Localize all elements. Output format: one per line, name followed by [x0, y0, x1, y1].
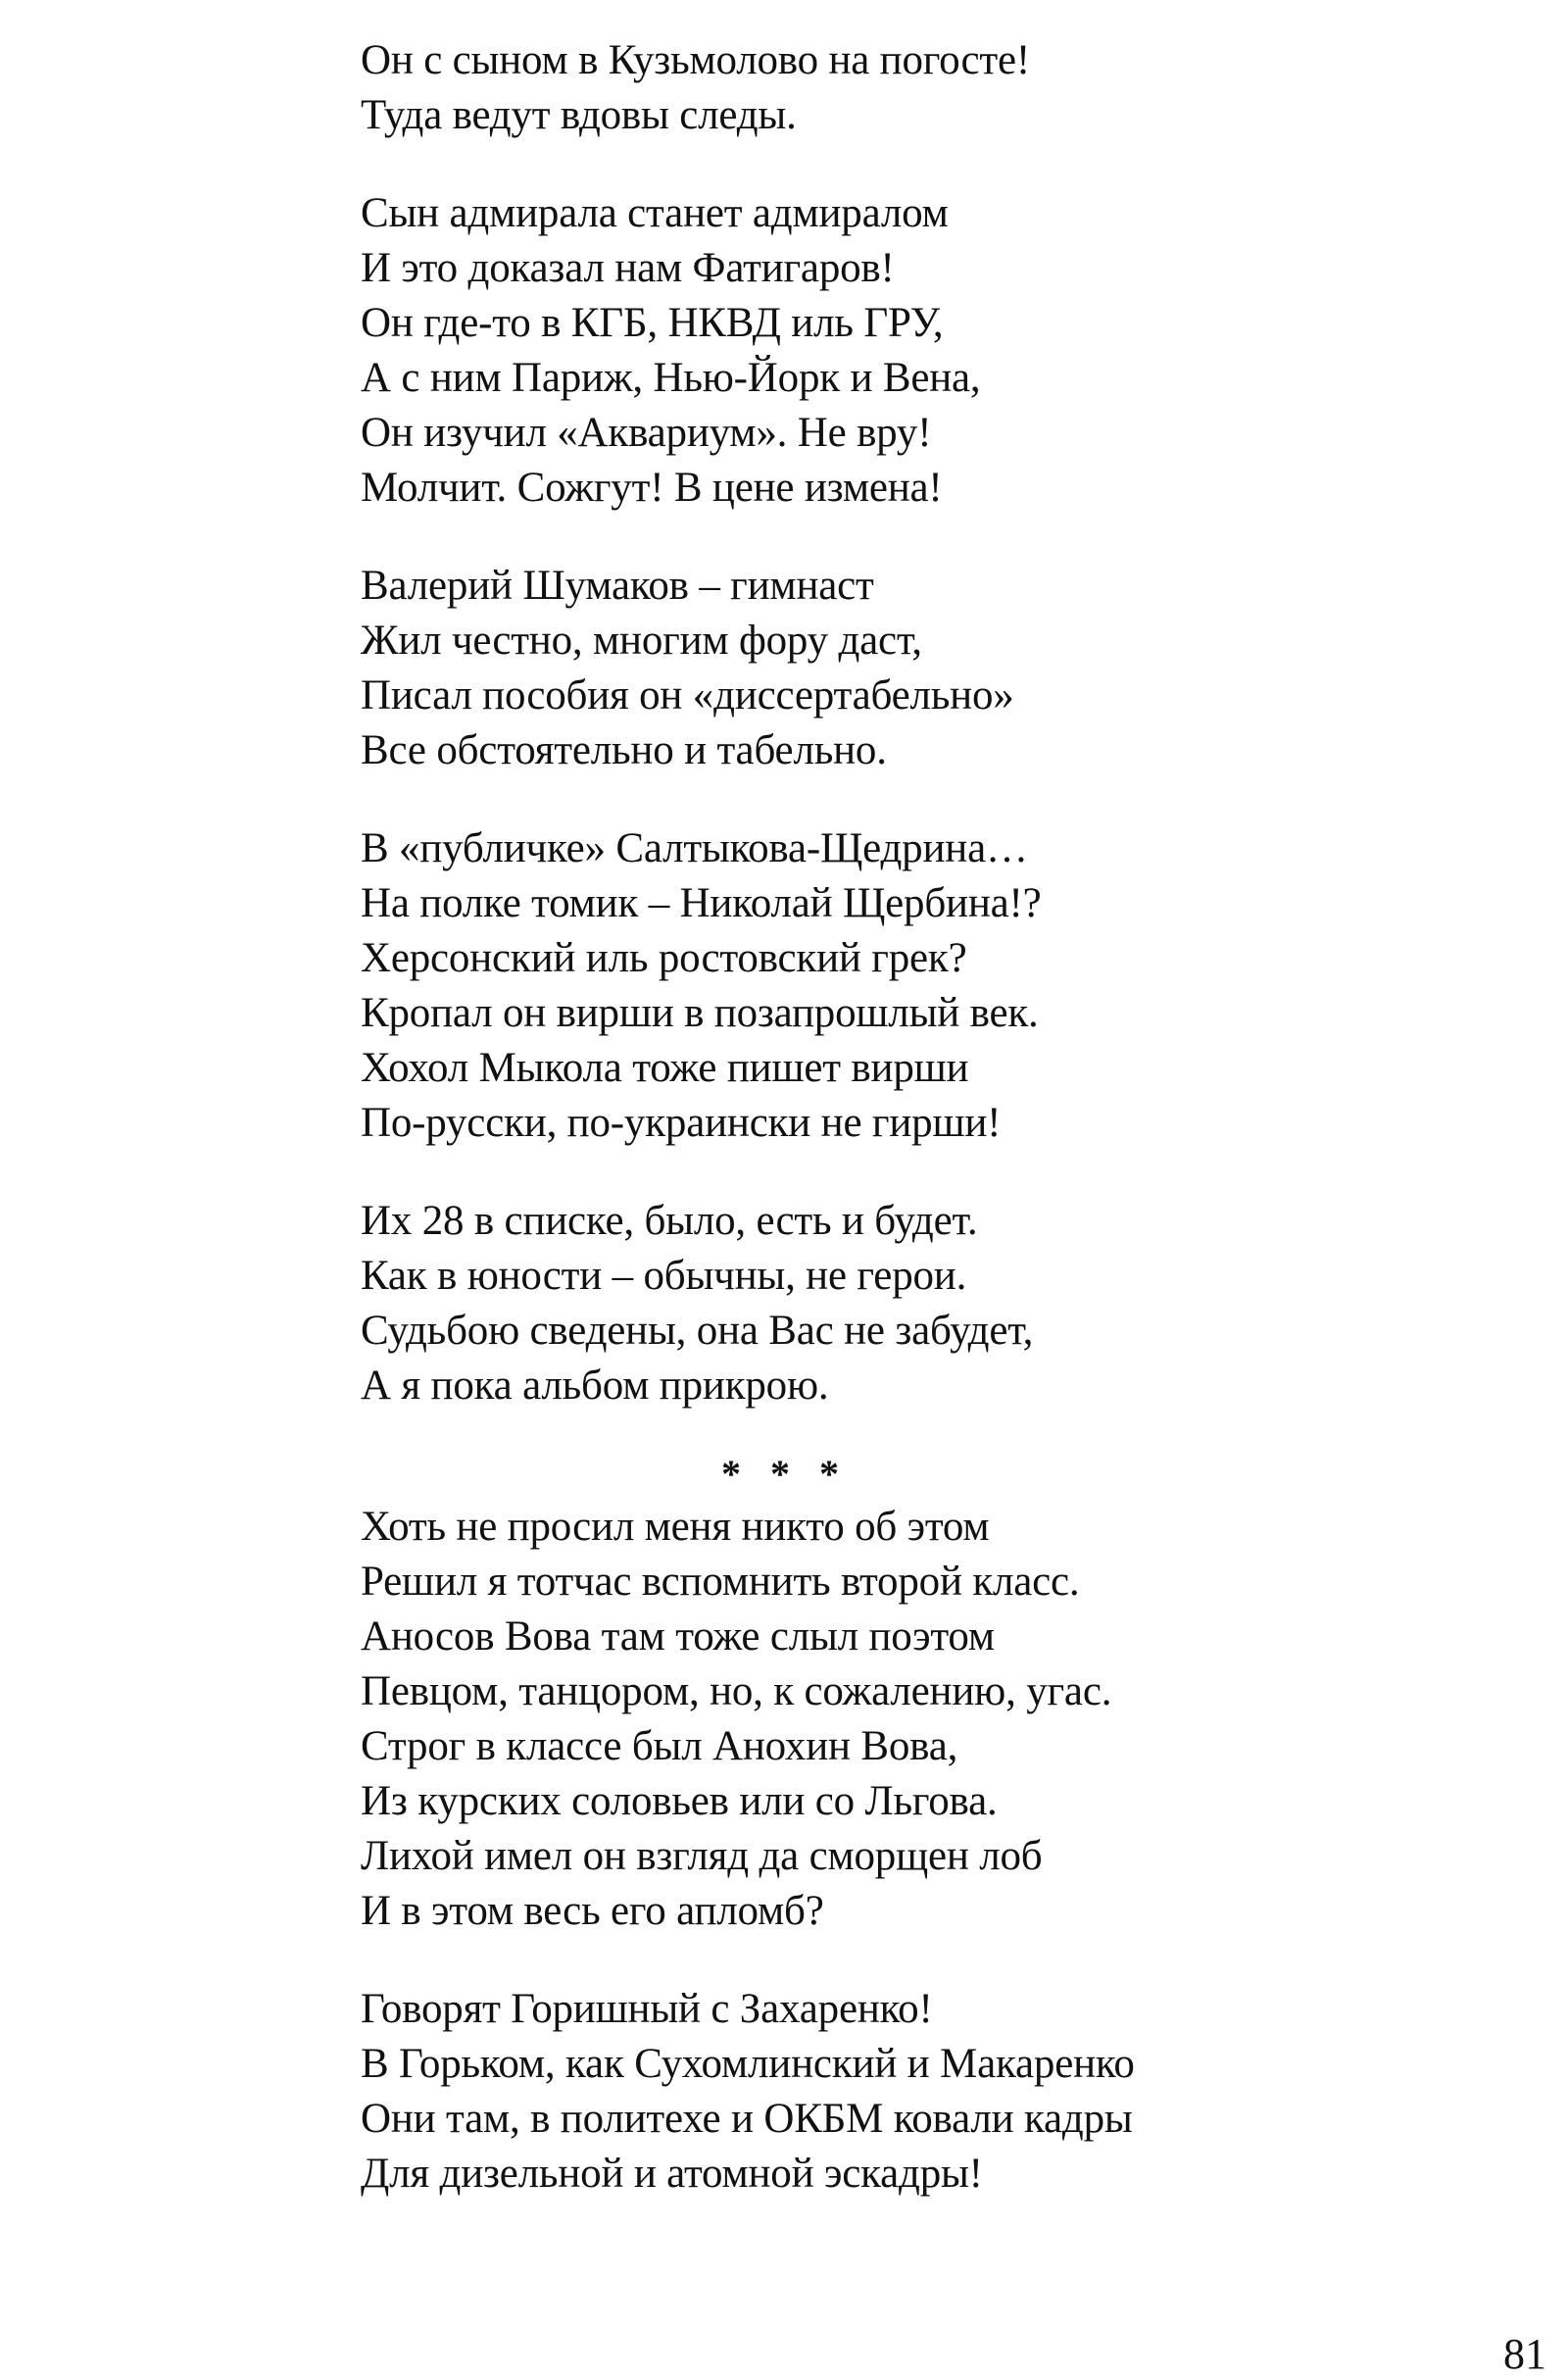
poem-line: Говорят Горишный с Захаренко! — [361, 1986, 933, 2032]
poem-line: Как в юности – обычны, не герои. — [361, 1253, 967, 1299]
poem-line: На полке томик – Николай Щербина!? — [361, 880, 1042, 926]
poem-line: А с ним Париж, Нью-Йорк и Вена, — [361, 355, 981, 401]
poem-line: Они там, в политехе и ОКБМ ковали кадры — [361, 2096, 1133, 2142]
poem-line: Молчит. Сожгут! В цене измена! — [361, 465, 943, 511]
poem-line: В «публичке» Салтыкова-Щедрина… — [361, 825, 1028, 871]
poem-line: Их 28 в списке, было, есть и будет. — [361, 1198, 978, 1244]
stanza-4 — [361, 821, 1341, 1151]
poem-line: Лихой имел он взгляд да сморщен лоб — [361, 1833, 1043, 1879]
stanza-5 — [361, 1194, 1341, 1413]
poem-line: Туда ведут вдовы следы. — [361, 92, 797, 138]
poem-line: Строг в классе был Анохин Вова, — [361, 1723, 958, 1769]
poem-line: Сын адмирала станет адмиралом — [361, 190, 949, 236]
poem-line: Жил честно, многим фору даст, — [361, 618, 922, 664]
poem-line: Все обстоятельно и табельно. — [361, 727, 887, 773]
poem-line: Валерий Шумаков – гимнаст — [361, 563, 874, 609]
poem-line: Он с сыном в Кузьмолово на погосте! — [361, 37, 1031, 83]
poem-line: Для дизельной и атомной эскадры! — [361, 2151, 983, 2197]
poem-line: Он где-то в КГБ, НКВД иль ГРУ, — [361, 300, 944, 346]
poem-line: По-русски, по-украински не гирши! — [361, 1100, 1002, 1146]
poem-line: Решил я тотчас вспомнить второй класс. — [361, 1559, 1080, 1605]
poem-line: Аносов Вова там тоже слыл поэтом — [361, 1613, 995, 1660]
stanza-6 — [361, 1500, 1341, 1939]
poem-line: И это доказал нам Фатигаров! — [361, 245, 895, 291]
poem-line: Судьбою сведены, она Вас не забудет, — [361, 1308, 1034, 1354]
poem-line: Херсонский иль ростовский грек? — [361, 935, 967, 981]
page-number: 81 — [1503, 2330, 1546, 2378]
stanza-2 — [361, 186, 1341, 516]
poem-text — [361, 33, 1341, 2202]
poem-line: Он изучил «Аквариум». Не вру! — [361, 410, 932, 456]
poem-line: Из курских соловьев или со Льгова. — [361, 1778, 998, 1824]
poem-line: Хоть не просил меня никто об этом — [361, 1504, 990, 1550]
stanza-1 — [361, 33, 1341, 143]
poem-line: Кропал он вирши в позапрошлый век. — [361, 990, 1039, 1036]
stanza-3 — [361, 559, 1341, 778]
stanza-7 — [361, 1982, 1341, 2202]
poem-line: И в этом весь его апломб? — [361, 1888, 824, 1934]
poem-line: Хохол Мыкола тоже пишет вирши — [361, 1045, 969, 1091]
section-separator: * * * — [721, 1452, 849, 1496]
poem-line: Писал пособия он «диссертабельно» — [361, 672, 1014, 718]
poem-line: А я пока альбом прикрою. — [361, 1362, 829, 1409]
poem-line: Певцом, танцором, но, к сожалению, угас. — [361, 1668, 1112, 1714]
poem-line: В Горьком, как Сухомлинский и Макаренко — [361, 2041, 1135, 2087]
